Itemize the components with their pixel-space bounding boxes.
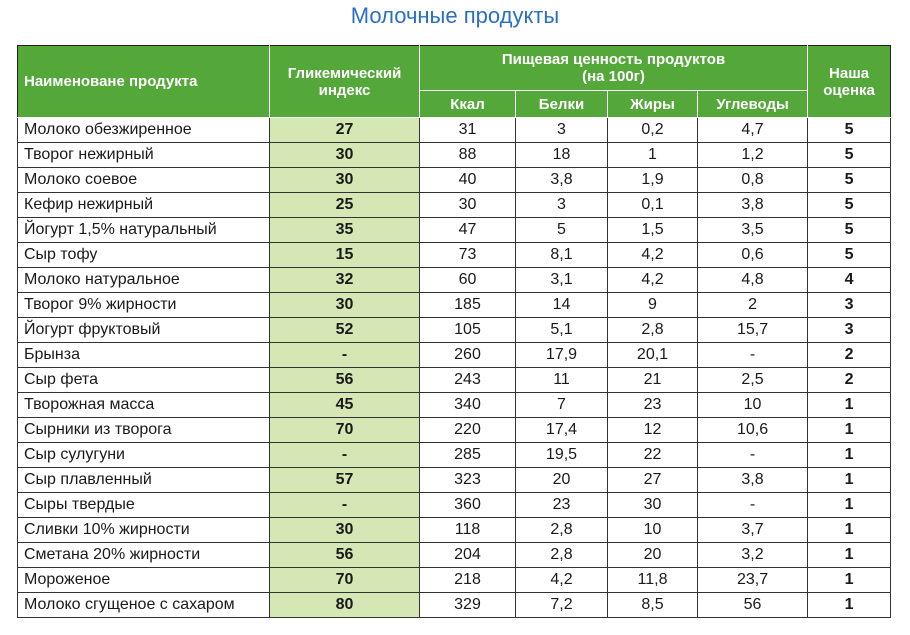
- table-row: [18, 443, 891, 468]
- kcal-cell: 73: [420, 243, 516, 268]
- product-name-cell: Сыры твердые: [18, 493, 270, 518]
- glycemic-index-cell: 57: [270, 468, 420, 493]
- fat-cell: 0,2: [608, 118, 698, 143]
- protein-cell: 17,4: [516, 418, 608, 443]
- fat-cell: 1: [608, 143, 698, 168]
- carbs-cell: 1,2: [698, 143, 808, 168]
- carbs-cell: 23,7: [698, 568, 808, 593]
- score-cell: 5: [808, 118, 891, 143]
- protein-cell: 18: [516, 143, 608, 168]
- fat-cell: 20,1: [608, 343, 698, 368]
- carbs-cell: 2,5: [698, 368, 808, 393]
- protein-cell: 3,1: [516, 268, 608, 293]
- table-body: [18, 118, 891, 618]
- fat-cell: 20: [608, 543, 698, 568]
- table-row: [18, 218, 891, 243]
- header-nutrition-line1: Пищевая ценность продуктов: [501, 51, 726, 68]
- product-name-cell: Сыр сулугуни: [18, 443, 270, 468]
- carbs-cell: -: [698, 443, 808, 468]
- carbs-cell: 3,8: [698, 468, 808, 493]
- fat-cell: 4,2: [608, 243, 698, 268]
- fat-cell: 21: [608, 368, 698, 393]
- kcal-cell: 260: [420, 343, 516, 368]
- header-score-line2: оценка: [823, 81, 875, 99]
- carbs-cell: 15,7: [698, 318, 808, 343]
- fat-cell: 1,5: [608, 218, 698, 243]
- header-product-name: Наименоване продукта: [18, 46, 270, 118]
- glycemic-index-cell: -: [270, 443, 420, 468]
- glycemic-index-cell: 70: [270, 568, 420, 593]
- protein-cell: 5: [516, 218, 608, 243]
- score-cell: 1: [808, 518, 891, 543]
- carbs-cell: -: [698, 343, 808, 368]
- score-cell: 4: [808, 268, 891, 293]
- page-title: Молочные продукты: [350, 3, 560, 28]
- kcal-cell: 105: [420, 318, 516, 343]
- score-cell: 3: [808, 318, 891, 343]
- table-row: [18, 193, 891, 218]
- kcal-cell: 31: [420, 118, 516, 143]
- protein-cell: 3,8: [516, 168, 608, 193]
- kcal-cell: 185: [420, 293, 516, 318]
- product-name-cell: Молоко соевое: [18, 168, 270, 193]
- kcal-cell: 243: [420, 368, 516, 393]
- header-score-line1: Наша: [829, 64, 870, 82]
- product-name-cell: Кефир нежирный: [18, 193, 270, 218]
- glycemic-index-cell: 45: [270, 393, 420, 418]
- protein-cell: 14: [516, 293, 608, 318]
- table-row: [18, 343, 891, 368]
- table-row: [18, 118, 891, 143]
- carbs-cell: 4,8: [698, 268, 808, 293]
- fat-cell: 2,8: [608, 318, 698, 343]
- kcal-cell: 88: [420, 143, 516, 168]
- fat-cell: 0,1: [608, 193, 698, 218]
- header-fat: Жиры: [608, 91, 698, 118]
- fat-cell: 11,8: [608, 568, 698, 593]
- protein-cell: 19,5: [516, 443, 608, 468]
- product-name-cell: Йогурт 1,5% натуральный: [18, 218, 270, 243]
- glycemic-index-cell: 30: [270, 143, 420, 168]
- carbs-cell: 0,8: [698, 168, 808, 193]
- protein-cell: 17,9: [516, 343, 608, 368]
- glycemic-index-cell: 80: [270, 593, 420, 618]
- protein-cell: 2,8: [516, 543, 608, 568]
- kcal-cell: 360: [420, 493, 516, 518]
- product-name-cell: Сыр фета: [18, 368, 270, 393]
- fat-cell: 27: [608, 468, 698, 493]
- header-nutrition-line2: (на 100г): [582, 68, 645, 85]
- header-carbs: Углеводы: [698, 91, 808, 118]
- fat-cell: 23: [608, 393, 698, 418]
- carbs-cell: 3,8: [698, 193, 808, 218]
- fat-cell: 30: [608, 493, 698, 518]
- table-row: [18, 318, 891, 343]
- protein-cell: 2,8: [516, 518, 608, 543]
- score-cell: 1: [808, 443, 891, 468]
- table-row: [18, 143, 891, 168]
- kcal-cell: 30: [420, 193, 516, 218]
- kcal-cell: 118: [420, 518, 516, 543]
- header-nutrition: [420, 46, 808, 91]
- product-name-cell: Молоко обезжиренное: [18, 118, 270, 143]
- carbs-cell: 10,6: [698, 418, 808, 443]
- table-row: [18, 418, 891, 443]
- product-name-cell: Брынза: [18, 343, 270, 368]
- glycemic-index-cell: 30: [270, 518, 420, 543]
- glycemic-index-cell: 70: [270, 418, 420, 443]
- protein-cell: 4,2: [516, 568, 608, 593]
- fat-cell: 1,9: [608, 168, 698, 193]
- table-row: [18, 468, 891, 493]
- score-cell: 5: [808, 218, 891, 243]
- glycemic-index-cell: 32: [270, 268, 420, 293]
- score-cell: 3: [808, 293, 891, 318]
- score-cell: 1: [808, 593, 891, 618]
- product-name-cell: Сыр плавленный: [18, 468, 270, 493]
- protein-cell: 11: [516, 368, 608, 393]
- score-cell: 1: [808, 393, 891, 418]
- protein-cell: 3: [516, 118, 608, 143]
- glycemic-index-cell: 27: [270, 118, 420, 143]
- table-row: [18, 518, 891, 543]
- glycemic-index-cell: -: [270, 343, 420, 368]
- header-score: [808, 46, 891, 118]
- product-name-cell: Сырники из творога: [18, 418, 270, 443]
- carbs-cell: 4,7: [698, 118, 808, 143]
- glycemic-index-cell: 30: [270, 293, 420, 318]
- protein-cell: 23: [516, 493, 608, 518]
- kcal-cell: 40: [420, 168, 516, 193]
- kcal-cell: 285: [420, 443, 516, 468]
- protein-cell: 20: [516, 468, 608, 493]
- product-name-cell: Молоко натуральное: [18, 268, 270, 293]
- header-glycemic-index: Гликемический индекс: [270, 46, 420, 118]
- kcal-cell: 220: [420, 418, 516, 443]
- protein-cell: 7,2: [516, 593, 608, 618]
- table-row: [18, 168, 891, 193]
- product-name-cell: Йогурт фруктовый: [18, 318, 270, 343]
- product-name-cell: Сыр тофу: [18, 243, 270, 268]
- glycemic-index-cell: 25: [270, 193, 420, 218]
- dairy-products-table: [17, 45, 891, 618]
- score-cell: 1: [808, 418, 891, 443]
- product-name-cell: Сметана 20% жирности: [18, 543, 270, 568]
- table-row: [18, 593, 891, 618]
- score-cell: 5: [808, 143, 891, 168]
- table-row: [18, 243, 891, 268]
- glycemic-index-cell: 35: [270, 218, 420, 243]
- table-row: [18, 393, 891, 418]
- kcal-cell: 340: [420, 393, 516, 418]
- glycemic-index-cell: 15: [270, 243, 420, 268]
- score-cell: 1: [808, 543, 891, 568]
- kcal-cell: 218: [420, 568, 516, 593]
- carbs-cell: 56: [698, 593, 808, 618]
- score-cell: 1: [808, 493, 891, 518]
- fat-cell: 8,5: [608, 593, 698, 618]
- kcal-cell: 329: [420, 593, 516, 618]
- protein-cell: 7: [516, 393, 608, 418]
- product-name-cell: Молоко сгущеное с сахаром: [18, 593, 270, 618]
- kcal-cell: 204: [420, 543, 516, 568]
- protein-cell: 8,1: [516, 243, 608, 268]
- protein-cell: 5,1: [516, 318, 608, 343]
- table-row: [18, 293, 891, 318]
- protein-cell: 3: [516, 193, 608, 218]
- fat-cell: 10: [608, 518, 698, 543]
- score-cell: 5: [808, 168, 891, 193]
- glycemic-index-cell: 56: [270, 543, 420, 568]
- table-row: [18, 568, 891, 593]
- score-cell: 5: [808, 193, 891, 218]
- score-cell: 2: [808, 343, 891, 368]
- glycemic-index-cell: -: [270, 493, 420, 518]
- kcal-cell: 60: [420, 268, 516, 293]
- score-cell: 1: [808, 568, 891, 593]
- glycemic-index-cell: 56: [270, 368, 420, 393]
- product-name-cell: Сливки 10% жирности: [18, 518, 270, 543]
- table-row: [18, 493, 891, 518]
- header-kcal: Ккал: [420, 91, 516, 118]
- fat-cell: 4,2: [608, 268, 698, 293]
- kcal-cell: 47: [420, 218, 516, 243]
- carbs-cell: 2: [698, 293, 808, 318]
- header-protein: Белки: [516, 91, 608, 118]
- product-name-cell: Творожная масса: [18, 393, 270, 418]
- table-row: [18, 543, 891, 568]
- table-row: [18, 368, 891, 393]
- fat-cell: 9: [608, 293, 698, 318]
- score-cell: 1: [808, 468, 891, 493]
- score-cell: 5: [808, 243, 891, 268]
- product-name-cell: Мороженое: [18, 568, 270, 593]
- carbs-cell: -: [698, 493, 808, 518]
- table-header: [18, 46, 891, 118]
- glycemic-index-cell: 52: [270, 318, 420, 343]
- fat-cell: 22: [608, 443, 698, 468]
- carbs-cell: 3,5: [698, 218, 808, 243]
- score-cell: 2: [808, 368, 891, 393]
- carbs-cell: 0,6: [698, 243, 808, 268]
- carbs-cell: 3,7: [698, 518, 808, 543]
- kcal-cell: 323: [420, 468, 516, 493]
- carbs-cell: 3,2: [698, 543, 808, 568]
- glycemic-index-cell: 30: [270, 168, 420, 193]
- table-row: [18, 268, 891, 293]
- carbs-cell: 10: [698, 393, 808, 418]
- product-name-cell: Творог нежирный: [18, 143, 270, 168]
- fat-cell: 12: [608, 418, 698, 443]
- product-name-cell: Творог 9% жирности: [18, 293, 270, 318]
